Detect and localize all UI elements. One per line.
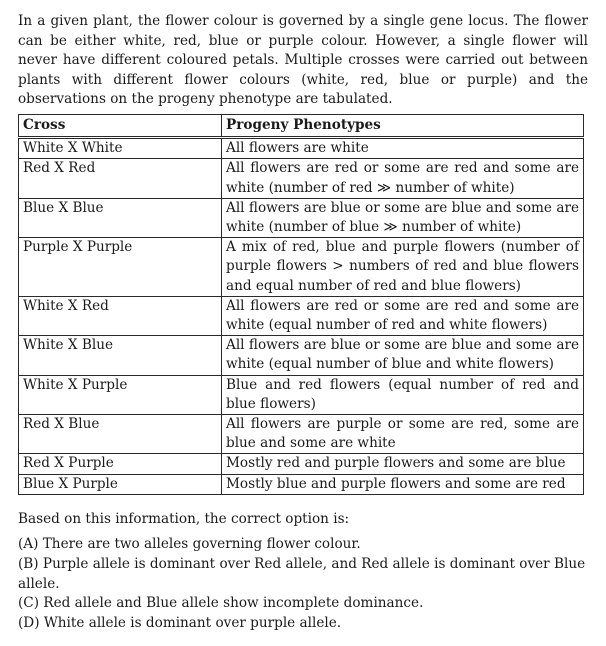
cross-cell: Red X Purple [19,454,222,474]
phenotype-cell: All flowers are purple or some are red, some are blue and some are white [222,415,584,454]
answer-options [18,535,588,633]
table-row [19,138,584,159]
option-d: (D) White allele is dominant over purple allele. [18,614,342,631]
table-row [19,198,584,237]
cross-cell: White X Blue [19,336,222,375]
table-row [19,159,584,198]
cross-cell: Blue X Blue [19,198,222,237]
cross-cell: Purple X Purple [19,238,222,297]
table-row [19,296,584,335]
table-row [19,454,584,474]
table-row [19,375,584,414]
option-a: (A) There are two alleles governing flower colour. [18,536,361,553]
table-row [19,336,584,375]
phenotype-cell: Mostly blue and purple flowers and some are red [222,474,584,494]
cross-cell: White X Red [19,296,222,335]
phenotype-cell: All flowers are red or some are red and some are white (number of red ≫ number of white) [222,159,584,198]
cross-cell: White X Purple [19,375,222,414]
table-row [19,238,584,297]
table-row [19,415,584,454]
phenotype-cell: Blue and red flowers (equal number of red and blue flowers) [222,375,584,414]
phenotype-cell: All flowers are blue or some are blue and some are white (equal number of blue and white flowers) [222,336,584,375]
question-prompt: Based on this information, the correct option is: [18,510,350,527]
cross-cell: Red X Red [19,159,222,198]
table-row [19,474,584,494]
header-cross: Cross [19,114,222,137]
option-c: (C) Red allele and Blue allele show incomplete dominance. [18,595,424,612]
phenotype-cell: All flowers are white [222,138,584,159]
phenotype-cell: All flowers are red or some are red and some are white (equal number of red and white flowers) [222,296,584,335]
cross-results-table [18,114,584,495]
phenotype-cell: All flowers are blue or some are blue and some are white (number of blue ≫ number of white) [222,198,584,237]
header-progeny-phenotypes: Progeny Phenotypes [222,114,584,137]
cross-cell: White X White [19,138,222,159]
table-header-row [19,114,584,137]
phenotype-cell: A mix of red, blue and purple flowers (number of purple flowers > numbers of red and blue flowers and equal number of red and blue flowers) [222,238,584,297]
cross-cell: Blue X Purple [19,474,222,494]
cross-cell: Red X Blue [19,415,222,454]
option-b: (B) Purple allele is dominant over Red allele, and Red allele is dominant over Blue allele. [18,556,586,592]
question-intro: In a given plant, the flower colour is governed by a single gene locus. The flower can be either white, red, blue or purple colour. However, a single flower will never have different coloured petals. Multiple crosses were carried out between plants with different flower colours (white, red, blue or purple) and the observations on the progeny phenotype are tabulated. [18,13,588,108]
phenotype-cell: Mostly red and purple flowers and some are blue [222,454,584,474]
